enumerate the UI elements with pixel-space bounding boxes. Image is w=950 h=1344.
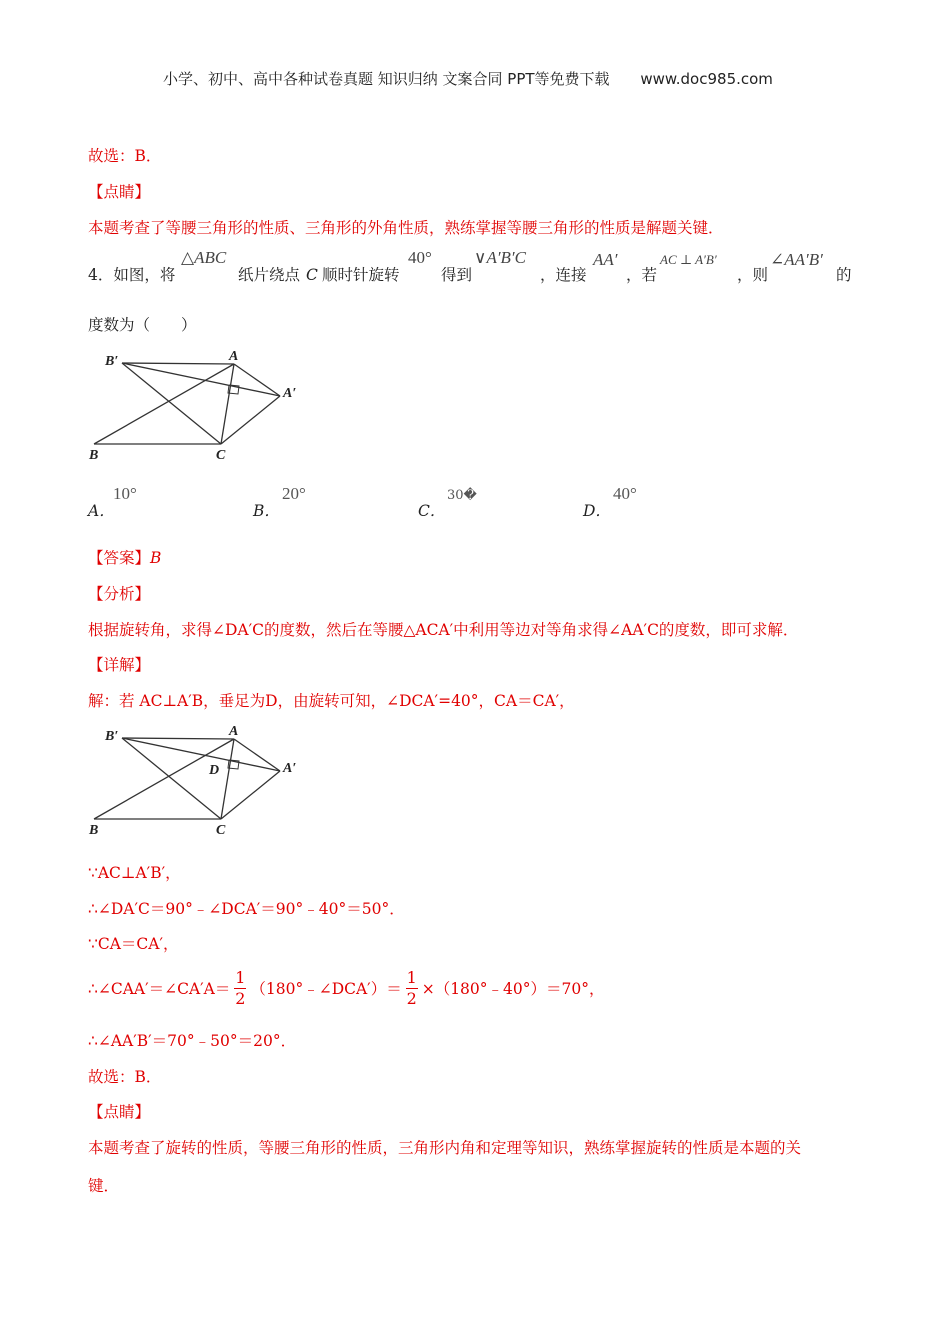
question-line2: 度数为（ ） <box>88 316 197 334</box>
fig2-label-c: C <box>216 823 226 838</box>
remark-line2: 键． <box>88 1177 120 1195</box>
figure-1-diagram <box>85 345 315 465</box>
step-4-b: （180°﹣∠DCA′）＝ <box>250 979 402 998</box>
detail-tag: 【详解】 <box>88 656 151 674</box>
option-b-letter[interactable]: B． <box>253 502 280 520</box>
q-triangle-abc: △ABC <box>181 248 227 267</box>
fig2-label-b: B <box>89 823 99 838</box>
analysis-tag: 【分析】 <box>88 585 151 603</box>
q-angle-40: 40° <box>408 248 432 267</box>
prev-remark-tag: 【点睛】 <box>88 183 151 201</box>
step-4 <box>88 968 604 1009</box>
fraction-2-denominator: 2 <box>406 989 417 1008</box>
fig2-label-a: A <box>229 724 239 739</box>
q-text-6: 的 <box>836 266 852 284</box>
option-a-letter[interactable]: A． <box>88 502 115 520</box>
q-segment-aa: AA′ <box>593 250 618 269</box>
q-point-c: C <box>306 266 318 284</box>
fig2-label-a-prime: A′ <box>283 761 297 776</box>
site-header <box>163 68 773 89</box>
q-text-3: ，连接 <box>540 266 587 284</box>
step-6: 故选：B． <box>88 1068 162 1086</box>
question-prefix: 4．如图，将 <box>88 266 176 284</box>
option-c-letter[interactable]: C． <box>418 502 446 520</box>
header-text: 小学、初中、高中各种试卷真题 知识归纳 文案合同 PPT等免费下载 <box>163 70 610 88</box>
q-text-4: ，若 <box>626 266 658 284</box>
prev-choice: 故选：B． <box>88 147 162 165</box>
remark-line1: 本题考查了旋转的性质，等腰三角形的性质，三角形内角和定理等知识，熟练掌握旋转的性质是本题的关 <box>88 1139 802 1157</box>
header-url[interactable]: www.doc985.com <box>640 70 773 88</box>
option-d-value: 40° <box>613 484 637 503</box>
step-4-a: ∴∠CAA′＝∠CA′A＝ <box>88 979 231 998</box>
q-condition: AC ⊥ A′B′ <box>660 252 717 267</box>
option-b-value: 20° <box>282 484 306 503</box>
step-3: ∵CA＝CA′， <box>88 935 179 953</box>
fraction-2-numerator: 1 <box>406 968 417 987</box>
fig1-label-a-prime: A′ <box>283 386 297 401</box>
step-2: ∴∠DA′C＝90°﹣∠DCA′＝90°﹣40°＝50°． <box>88 900 405 918</box>
step-4-c: ×（180°﹣40°）＝70°， <box>421 979 605 998</box>
fraction-1-denominator: 2 <box>235 989 246 1008</box>
answer-line <box>88 547 161 569</box>
analysis-text: 根据旋转角，求得∠DA′C的度数，然后在等腰△ACA′中利用等边对等角求得∠AA′C的度数，即可求解． <box>88 621 799 639</box>
fig1-label-a: A <box>229 349 239 364</box>
q-target-angle: ∠AA′B′ <box>770 250 823 269</box>
option-a-value: 10° <box>113 484 137 503</box>
detail-line1: 解：若 AC⊥A′B，垂足为D，由旋转可知，∠DCA′=40°，CA＝CA′， <box>88 692 575 710</box>
option-c-value: 30� <box>447 488 477 503</box>
answer-value: B <box>150 549 162 567</box>
fig1-label-b: B <box>89 448 99 463</box>
fig2-label-b-prime: B′ <box>105 729 119 744</box>
option-d-letter[interactable]: D． <box>583 502 611 520</box>
prev-summary: 本题考查了等腰三角形的性质、三角形的外角性质，熟练掌握等腰三角形的性质是解题关键． <box>88 219 724 237</box>
figure-2-diagram <box>85 720 315 840</box>
q-text-1c: 顺时针旋转 <box>322 266 400 284</box>
step-5: ∴∠AA′B′＝70°﹣50°＝20°． <box>88 1032 297 1050</box>
fig1-label-b-prime: B′ <box>105 354 119 369</box>
fraction-half-1 <box>234 968 246 1009</box>
q-text-5: ，则 <box>737 266 769 284</box>
fig2-label-d: D <box>209 763 220 778</box>
remark-tag: 【点睛】 <box>88 1103 151 1121</box>
q-text-2: 得到 <box>441 266 473 284</box>
q-triangle-abc-prime: ∨A′B′C <box>474 248 526 267</box>
fraction-half-2 <box>406 968 418 1009</box>
fig1-label-c: C <box>216 448 226 463</box>
q-text-1: 纸片绕点 <box>238 266 301 284</box>
fraction-1-numerator: 1 <box>235 968 246 987</box>
answer-tag: 【答案】 <box>88 549 151 567</box>
step-1: ∵AC⊥A′B′， <box>88 864 181 882</box>
